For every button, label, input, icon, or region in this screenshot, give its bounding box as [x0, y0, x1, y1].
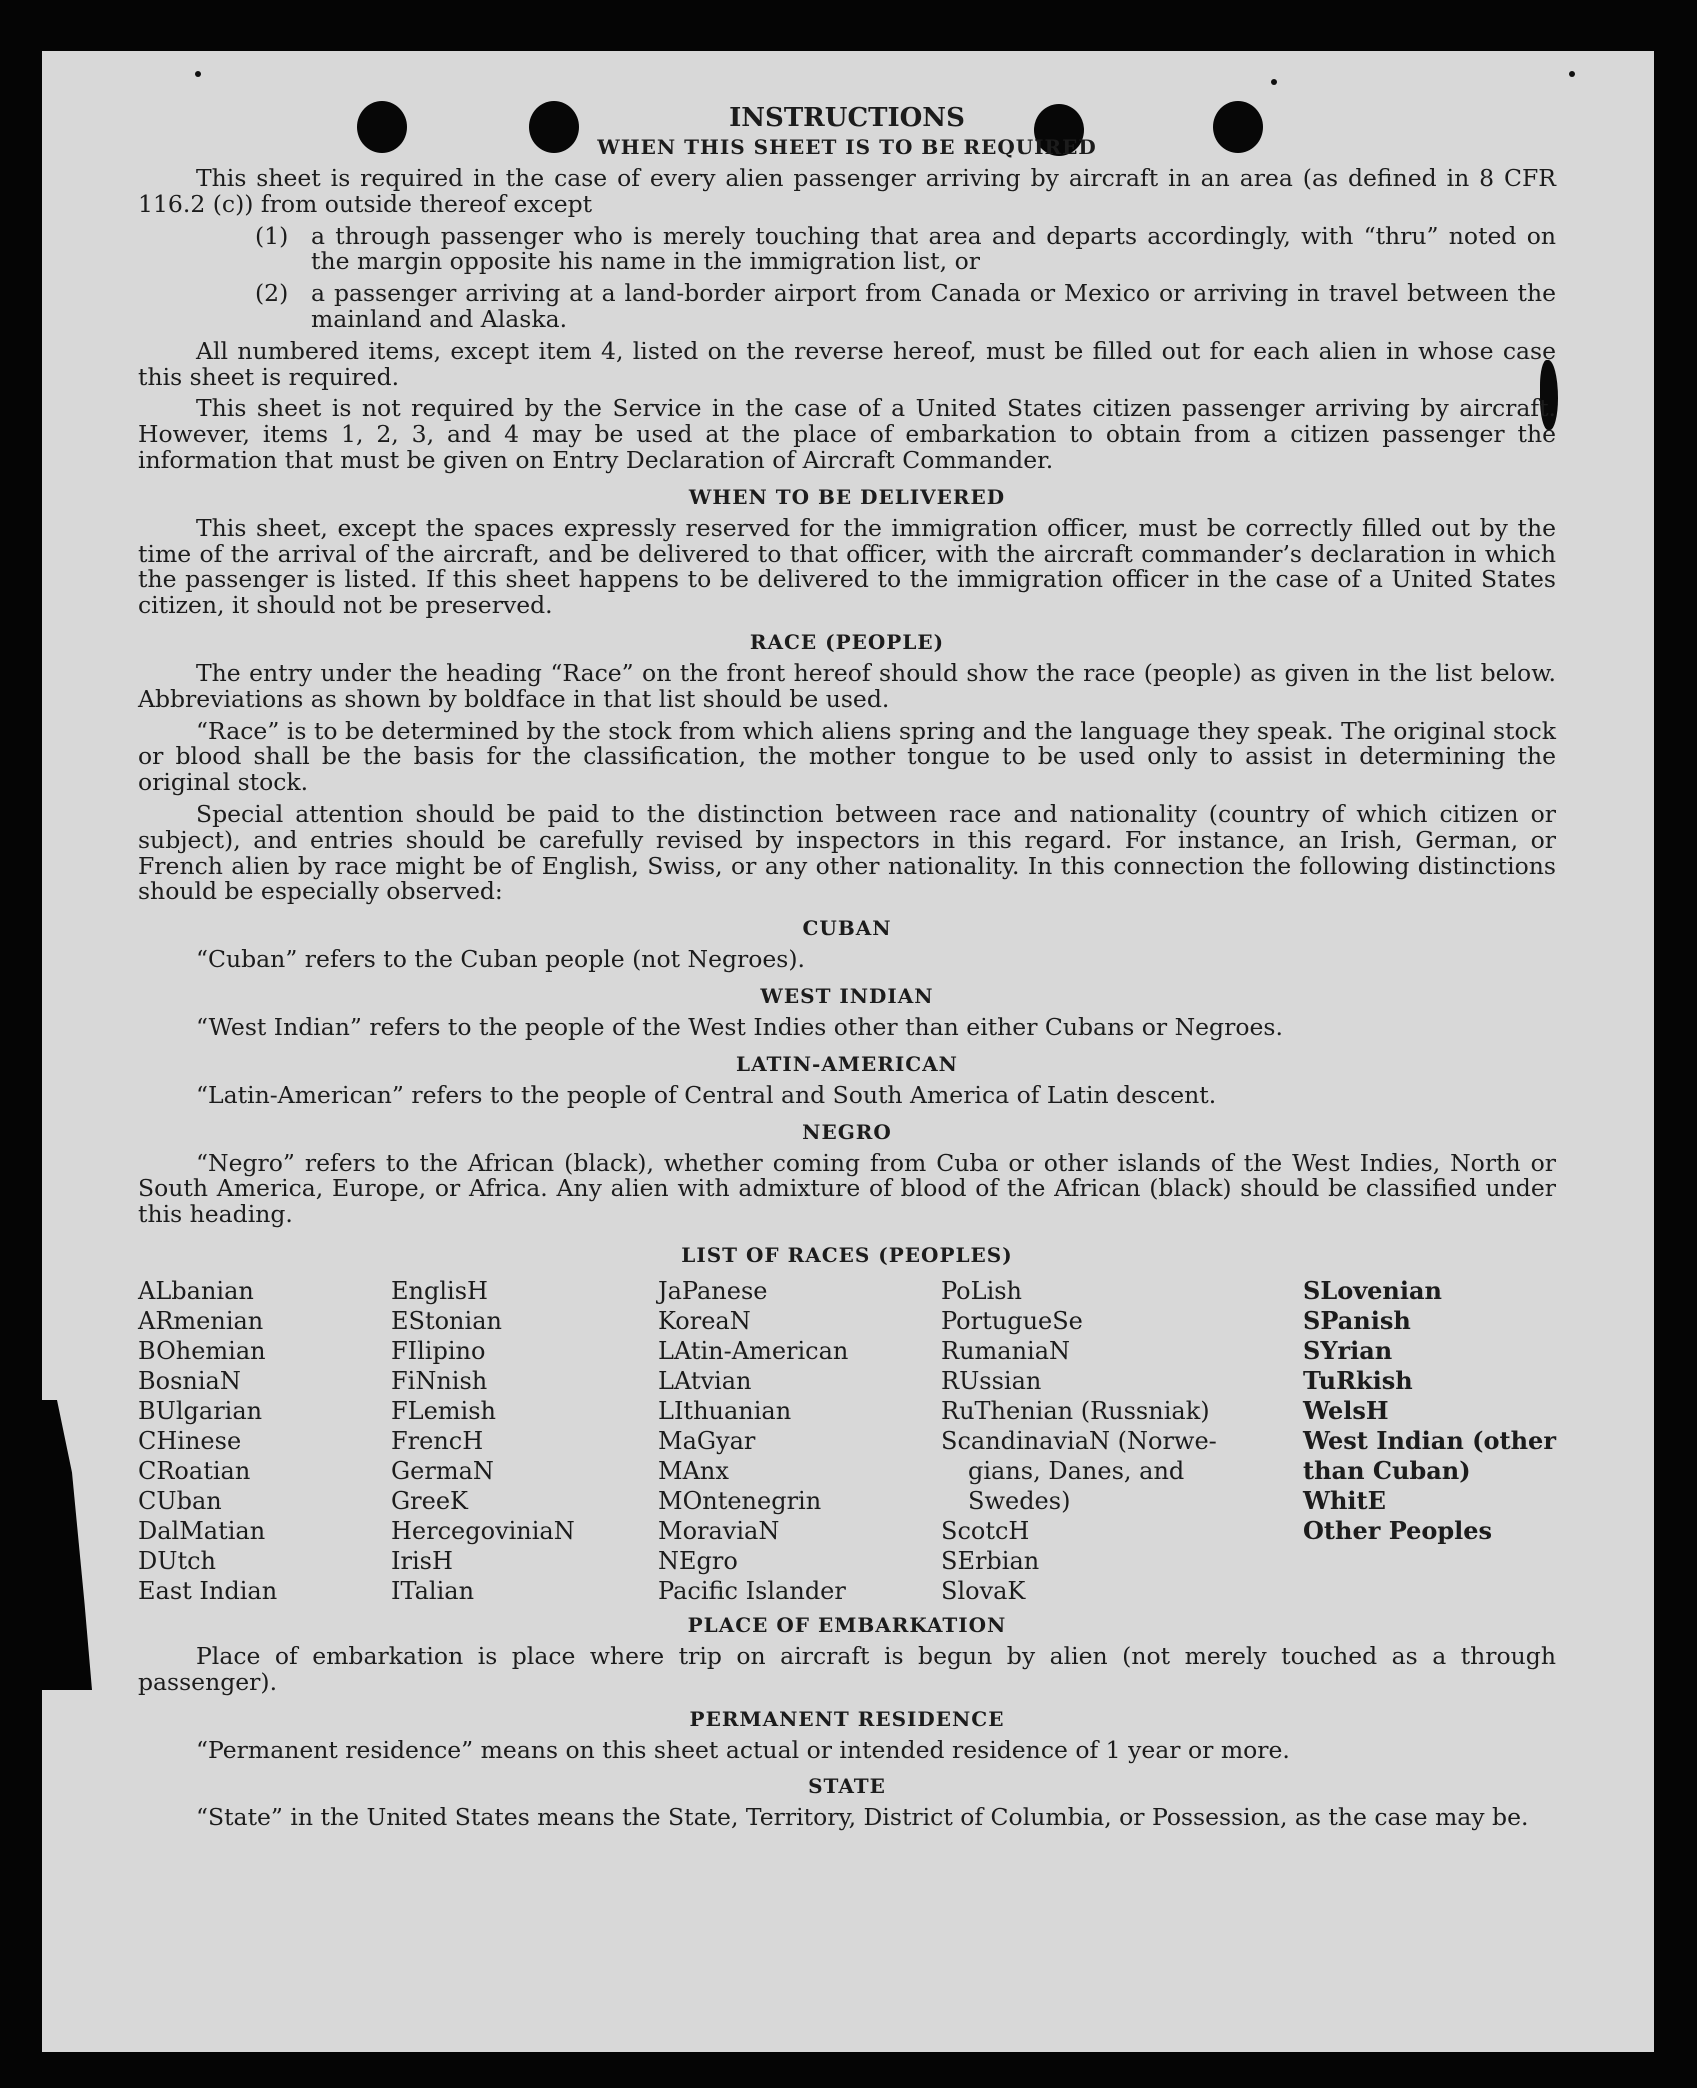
race-entry: Pacific Islander	[658, 1576, 846, 1605]
race-entry: FiNnish	[391, 1366, 488, 1395]
item-number: (2)	[255, 279, 289, 308]
race-column	[138, 1276, 391, 1606]
heading-state: STATE	[808, 1774, 886, 1799]
race-entry: EStonian	[391, 1306, 502, 1335]
race-entry: LAtin-American	[658, 1336, 849, 1365]
race-column	[391, 1276, 658, 1606]
race-column	[658, 1276, 941, 1606]
speck	[1271, 79, 1277, 85]
race-entry: RumaniaN	[941, 1336, 1071, 1365]
list-item	[255, 221, 1556, 276]
race-entry: KoreaN	[658, 1306, 751, 1335]
race-entry: East Indian	[138, 1576, 278, 1605]
heading-latin-american: LATIN-AMERICAN	[736, 1051, 958, 1076]
paragraph-when-required-intro: This sheet is required in the case of every alien passenger arriving by aircraft in an area (as defined in 8 CFR 116.2 (c)) from outside thereof except	[138, 164, 1556, 218]
paragraph-when-delivered: This sheet, except the spaces expressly reserved for the immigration officer, must be correctly filled out by the time of the arrival of the aircraft, and be delivered to that officer, with the aircraft commander’s declaration in which the passenger is listed. If this sheet happens to be delivered to the immigration officer in the case of a United States citizen, it should not be preserved.	[138, 513, 1556, 620]
paragraph-state: “State” in the United States means the State, Territory, District of Columbia, or Possession, as the case may be.	[196, 1803, 1529, 1832]
heading-when-delivered: WHEN TO BE DELIVERED	[688, 484, 1006, 509]
heading-place-of-embarkation: PLACE OF EMBARKATION	[687, 1612, 1007, 1637]
race-entry: IrisH	[391, 1546, 453, 1575]
race-entry: GreeK	[391, 1486, 468, 1515]
race-entry: SlovaK	[941, 1576, 1026, 1605]
heading-permanent-residence: PERMANENT RESIDENCE	[689, 1706, 1005, 1731]
race-entry: WhitE	[1303, 1485, 1386, 1515]
race-entry: RuThenian (Russniak)	[941, 1396, 1210, 1425]
paragraph-race-3: Special attention should be paid to the distinction between race and nationality (country of which citizen or subject), and entries should be carefully revised by inspectors in this regard. For instance, an Irish, German, or French alien by race might be of English, Swiss, or any other nationality. In this connection the following distinctions should be especially observed:	[138, 799, 1556, 906]
race-entry: NEgro	[658, 1546, 738, 1575]
race-entry: FIlipino	[391, 1336, 486, 1365]
race-entry: FrencH	[391, 1426, 484, 1455]
race-entry: ITalian	[391, 1576, 475, 1605]
paragraph-numbered-items: All numbered items, except item 4, listed on the reverse hereof, must be filled out for each alien in whose case this sheet is required.	[138, 336, 1556, 391]
race-column	[941, 1276, 1303, 1606]
paragraph-permanent-residence: “Permanent residence” means on this sheet actual or intended residence of 1 year or more.	[196, 1735, 1290, 1764]
page-title: INSTRUCTIONS	[729, 103, 965, 133]
heading-race: RACE (PEOPLE)	[749, 629, 945, 654]
race-entry: LAtvian	[658, 1366, 752, 1395]
race-entry: Other Peoples	[1303, 1515, 1493, 1545]
race-entry: MoraviaN	[658, 1516, 780, 1545]
race-entry: MAnx	[658, 1456, 729, 1485]
race-entry: EnglisH	[391, 1276, 488, 1305]
item-number: (1)	[255, 221, 289, 250]
paragraph-race-1: The entry under the heading “Race” on the front hereof should show the race (people) as given in the list below. Abbreviations as shown by boldface in that list should be used.	[138, 658, 1556, 713]
race-entry: MOntenegrin	[658, 1486, 822, 1515]
race-entry: RUssian	[941, 1366, 1042, 1395]
race-entry: ALbanian	[138, 1276, 254, 1305]
race-entry: than Cuban)	[1303, 1455, 1471, 1485]
race-list	[138, 1276, 1556, 1606]
race-entry: West Indian (other	[1303, 1425, 1556, 1455]
race-entry: WelsH	[1303, 1395, 1389, 1425]
paragraph-cuban: “Cuban” refers to the Cuban people (not Negroes).	[196, 945, 806, 974]
race-entry: Swedes)	[968, 1486, 1071, 1515]
speck	[195, 71, 201, 77]
race-entry: CRoatian	[138, 1456, 251, 1485]
race-entry: DalMatian	[138, 1516, 266, 1545]
heading-negro: NEGRO	[802, 1119, 892, 1144]
race-entry: HercegoviniaN	[391, 1516, 575, 1545]
race-entry: ScandinaviaN (Norwe-	[941, 1426, 1217, 1455]
race-entry: BosniaN	[138, 1366, 241, 1395]
race-entry: SErbian	[941, 1546, 1040, 1575]
race-entry: DUtch	[138, 1546, 217, 1575]
race-entry: JaPanese	[658, 1276, 768, 1305]
item-text: a through passenger who is merely touching that area and departs accordingly, with “thru” noted on the margin opposite his name in the immigration list, or	[311, 221, 1556, 276]
race-entry: ScotcH	[941, 1516, 1030, 1545]
race-entry: MaGyar	[658, 1426, 756, 1455]
race-entry: GermaN	[391, 1456, 494, 1485]
paragraph-negro: “Negro” refers to the African (black), whether coming from Cuba or other islands of the West Indies, North or South America, Europe, or Africa. Any alien with admixture of blood of the African (black) should be classified under this heading.	[138, 1148, 1556, 1229]
paragraph-race-2: “Race” is to be determined by the stock from which aliens spring and the language they speak. The original stock or blood shall be the basis for the classification, the mother tongue to be used only to assist in determining the original stock.	[138, 716, 1556, 797]
race-entry: LIthuanian	[658, 1396, 792, 1425]
race-entry: FLemish	[391, 1396, 496, 1425]
race-entry: PortugueSe	[941, 1306, 1083, 1335]
paragraph-citizen-passenger: This sheet is not required by the Service in the case of a United States citizen passenger arriving by aircraft. However, items 1, 2, 3, and 4 may be used at the place of embarkation to obtain from a citizen passenger the information that must be given on Entry Declaration of Aircraft Commander.	[138, 394, 1556, 474]
race-entry: PoLish	[941, 1276, 1023, 1305]
race-entry: SLovenian	[1303, 1275, 1442, 1305]
list-item	[255, 281, 1556, 333]
race-entry: BUlgarian	[138, 1396, 263, 1425]
race-entry: BOhemian	[138, 1336, 266, 1365]
heading-cuban: CUBAN	[802, 916, 892, 941]
race-entry: SPanish	[1303, 1305, 1411, 1335]
race-column	[1303, 1276, 1556, 1606]
race-entry: gians, Danes, and	[968, 1456, 1185, 1485]
race-entry: CUban	[138, 1486, 222, 1515]
paragraph-west-indian: “West Indian” refers to the people of the West Indies other than either Cubans or Negroes.	[196, 1012, 1283, 1041]
heading-west-indian: WEST INDIAN	[760, 983, 934, 1008]
instructions-content	[138, 102, 1556, 1837]
race-entry: CHinese	[138, 1426, 242, 1455]
race-entry: ARmenian	[138, 1306, 264, 1335]
heading-when-required: WHEN THIS SHEET IS TO BE REQUIRED	[597, 135, 1097, 159]
speck	[1569, 71, 1575, 77]
paragraph-place-of-embarkation: Place of embarkation is place where trip on aircraft is begun by alien (not merely touched as a through passenger).	[138, 1641, 1556, 1696]
race-entry: TuRkish	[1303, 1365, 1413, 1395]
paragraph-latin-american: “Latin-American” refers to the people of Central and South America of Latin descent.	[196, 1080, 1217, 1109]
race-entry: SYrian	[1303, 1335, 1393, 1365]
item-text: a passenger arriving at a land-border airport from Canada or Mexico or arriving in travel between the mainland and Alaska.	[311, 279, 1556, 333]
heading-list-of-races: LIST OF RACES (PEOPLES)	[681, 1242, 1013, 1267]
